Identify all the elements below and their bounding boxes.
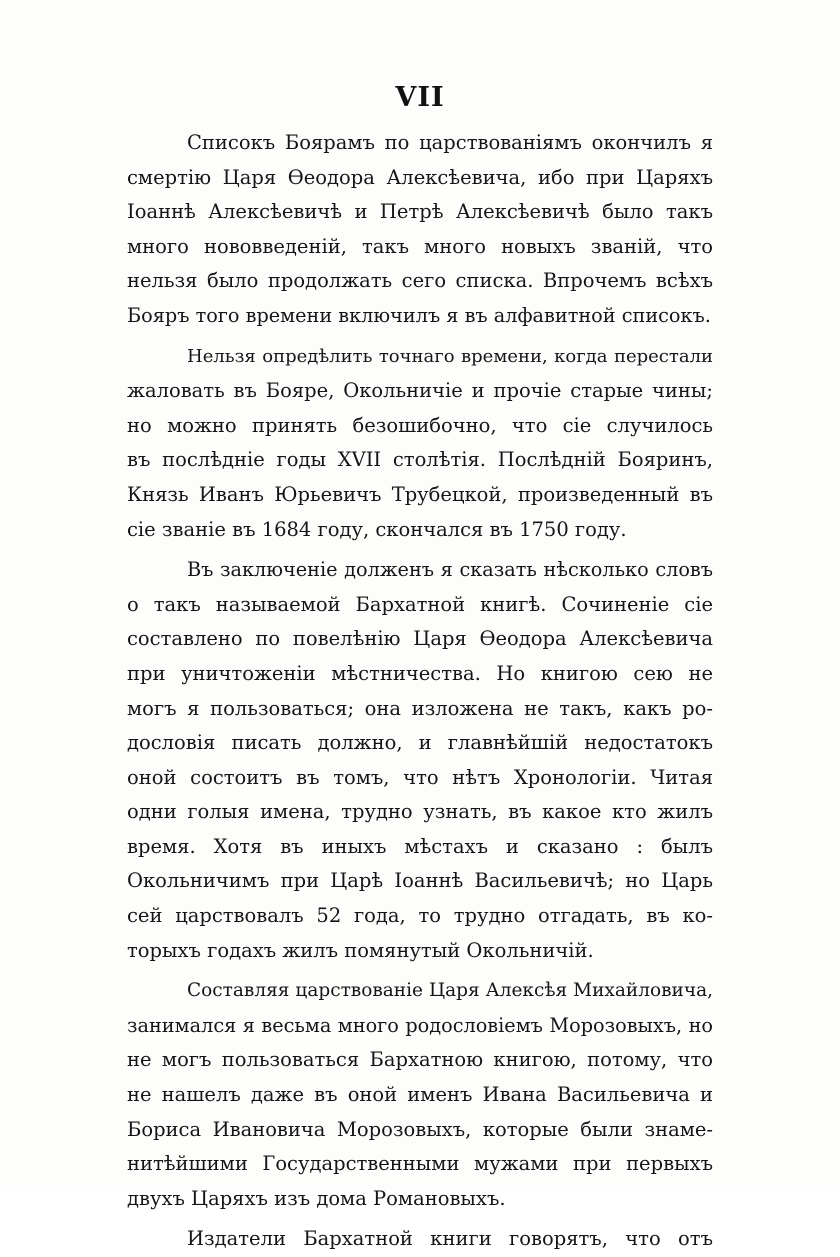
text-line: время. Хотя въ иныхъ мѣстахъ и сказано : былъ — [127, 834, 713, 858]
text-line: занимался я весьма много родословіемъ Морозовыхъ, но — [127, 1013, 713, 1037]
text-line: могъ я пользоваться; она изложена не такъ, какъ ро- — [127, 696, 713, 720]
text-line: Списокъ Боярамъ по царствованіямъ окончилъ я — [187, 131, 713, 154]
paragraph-4 — [127, 974, 713, 1216]
text-line: оной состоитъ въ томъ, что нѣтъ Хронологіи. Читая — [127, 765, 713, 789]
text-line: жаловать въ Бояре, Окольничіе и прочіе старые чины; — [127, 379, 713, 403]
text-line: смертію Царя Ѳеодора Алексѣевича, ибо при Царяхъ — [127, 165, 713, 189]
text-line: въ послѣдніе годы XVII столѣтія. Послѣдній Бояринъ, — [127, 448, 713, 472]
text-line: нитѣйшими Государственными мужами при первыхъ — [127, 1152, 713, 1176]
text-line: Нельзя опредѣлить точнаго времени, когда перестали — [187, 345, 713, 367]
text-line: сей царствовалъ 52 года, то трудно отгадать, въ ко- — [127, 904, 713, 928]
text-line: торыхъ годахъ жилъ помянутый Окольничій. — [127, 938, 594, 962]
text-line: о такъ называемой Бархатной книгѣ. Сочиненіе сіе — [127, 592, 713, 616]
text-line: сіе званіе въ 1684 году, скончался въ 1750 году. — [127, 517, 627, 541]
text-line: Бориса Ивановича Морозовыхъ, которые были знаме- — [127, 1117, 713, 1141]
paragraph-1 — [127, 126, 713, 334]
paragraph-2 — [127, 340, 713, 548]
text-line: составлено по повелѣнію Царя Ѳеодора Алексѣевича — [127, 627, 713, 651]
text-line: Въ заключеніе долженъ я сказать нѣсколько словъ — [187, 558, 713, 582]
paragraph-5 — [127, 1222, 713, 1257]
text-line: Издатели Бархатной книги говорятъ, что отъ — [187, 1227, 713, 1251]
page-number: VII — [395, 82, 445, 113]
text-line: одни голыя имена, трудно узнать, въ какое кто жилъ — [127, 800, 713, 824]
text-line: при уничтоженіи мѣстничества. Но книгою сею не — [127, 661, 713, 685]
text-line: не нашелъ даже въ оной именъ Ивана Васильевича и — [127, 1083, 713, 1107]
text-line: двухъ Царяхъ изъ дома Романовыхъ. — [127, 1186, 506, 1210]
text-line: Бояръ того времени включилъ я въ алфавитной списокъ. — [127, 303, 711, 327]
text-line: Окольничимъ при Царѣ Іоаннѣ Васильевичѣ; но Царь — [127, 869, 713, 893]
body-text — [127, 126, 713, 1257]
text-line: дословія писать должно, и главнѣйшій недостатокъ — [127, 731, 713, 755]
text-line: но можно принять безошибочно, что сіе случилось — [127, 413, 713, 437]
text-line: нельзя было продолжать сего списка. Впрочемъ всѣхъ — [127, 269, 713, 293]
text-line: Іоаннѣ Алексѣевичѣ и Петрѣ Алексѣевичѣ было такъ — [127, 200, 713, 224]
text-line: не могъ пользоваться Бархатною книгою, потому, что — [127, 1048, 713, 1072]
paragraph-3 — [127, 553, 713, 968]
text-line: Составляя царствованіе Царя Алексѣя Михайловича, — [187, 980, 713, 1002]
text-line: много нововведеній, такъ много новыхъ званій, что — [127, 234, 713, 258]
text-line: Князь Иванъ Юрьевичъ Трубецкой, произведенный въ — [127, 482, 713, 506]
